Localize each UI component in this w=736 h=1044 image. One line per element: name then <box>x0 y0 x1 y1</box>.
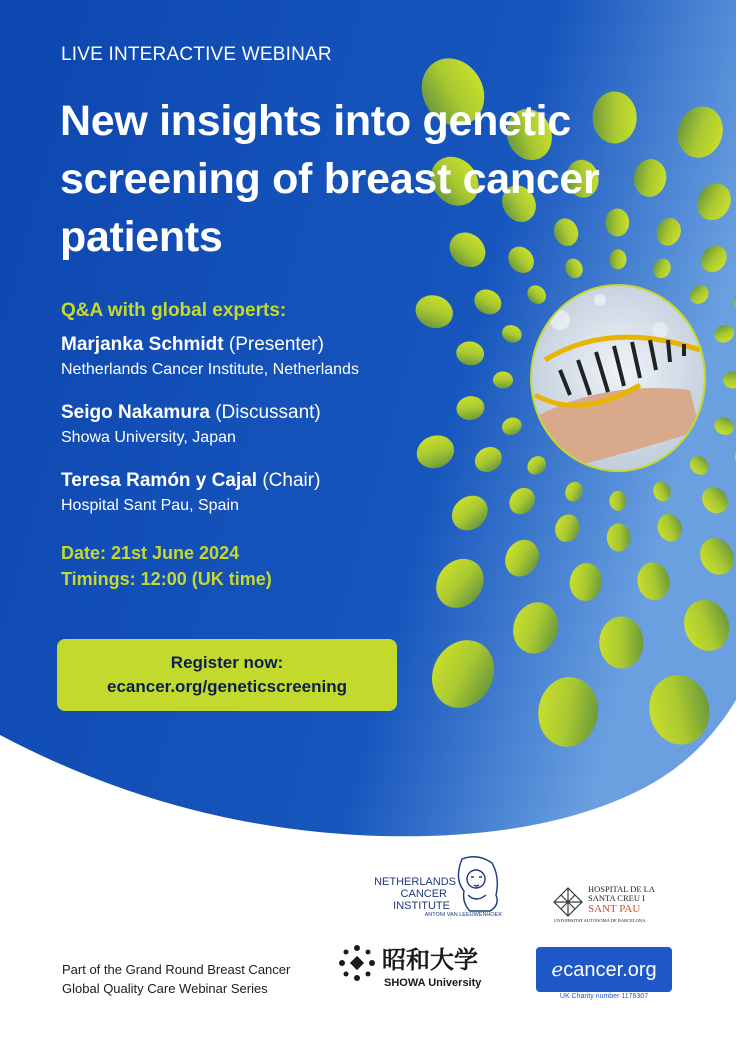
nki-logo <box>350 855 510 917</box>
decorative-dot <box>610 491 627 511</box>
speaker-name: Seigo Nakamura <box>61 402 210 423</box>
event-date: Date: 21st June 2024 <box>61 543 240 563</box>
speaker-affiliation: Hospital Sant Pau, Spain <box>61 497 239 514</box>
page-title: New insights into genetic screening of breast cancer patients <box>60 97 600 261</box>
nki-portrait-logo <box>458 857 497 911</box>
sant-pau-logo <box>550 880 670 924</box>
decorative-dot <box>607 523 631 551</box>
ecancer-logo <box>536 947 672 992</box>
speaker-role: (Discussant) <box>215 402 321 423</box>
ecancer-text: cancer.org <box>563 959 657 981</box>
event-type-label: LIVE INTERACTIVE WEBINAR <box>61 44 332 65</box>
series-note <box>62 960 290 998</box>
nki-line3: INSTITUTE <box>393 900 450 912</box>
event-timing: Timings: 12:00 (UK time) <box>61 569 272 589</box>
series-line1: Part of the Grand Round Breast Cancer <box>62 962 291 977</box>
santpau-line2: SANTA CREU I <box>588 893 645 903</box>
showa-logo <box>338 944 510 990</box>
nki-line1: NETHERLANDS <box>374 876 456 888</box>
speaker-presenter <box>61 332 359 382</box>
speaker-role: (Presenter) <box>228 334 324 355</box>
sant-pau-emblem <box>554 888 582 916</box>
santpau-line1: HOSPITAL DE LA <box>588 884 655 894</box>
santpau-sub: UNIVERSITAT AUTÒNOMA DE BARCELONA <box>554 918 646 923</box>
register-label: Register now: <box>170 653 284 672</box>
nki-sub: ANTONI VAN LEEUWENHOEK <box>424 912 502 917</box>
series-line2: Global Quality Care Webinar Series <box>62 981 268 996</box>
panel-heading: Q&A with global experts: <box>61 300 287 321</box>
speaker-affiliation: Netherlands Cancer Institute, Netherlands <box>61 361 359 378</box>
santpau-line3: SANT PAU <box>588 903 641 915</box>
speaker-discussant <box>61 400 321 450</box>
register-button[interactable] <box>57 639 397 711</box>
speaker-name: Marjanka Schmidt <box>61 334 224 355</box>
decorative-dot <box>493 372 513 389</box>
charity-number: UK Charity number 1176307 <box>559 993 649 1000</box>
register-url: ecancer.org/geneticscreening <box>107 677 347 696</box>
showa-emblem <box>339 945 375 981</box>
speaker-affiliation: Showa University, Japan <box>61 429 236 446</box>
ecancer-e: e <box>551 957 564 981</box>
nki-line2: CANCER <box>400 888 447 900</box>
speaker-chair <box>61 468 320 518</box>
showa-kanji: 昭和大学 <box>382 946 478 974</box>
showa-name: SHOWA University <box>384 977 482 989</box>
speaker-role: (Chair) <box>262 470 321 491</box>
speaker-name: Teresa Ramón y Cajal <box>61 470 258 491</box>
